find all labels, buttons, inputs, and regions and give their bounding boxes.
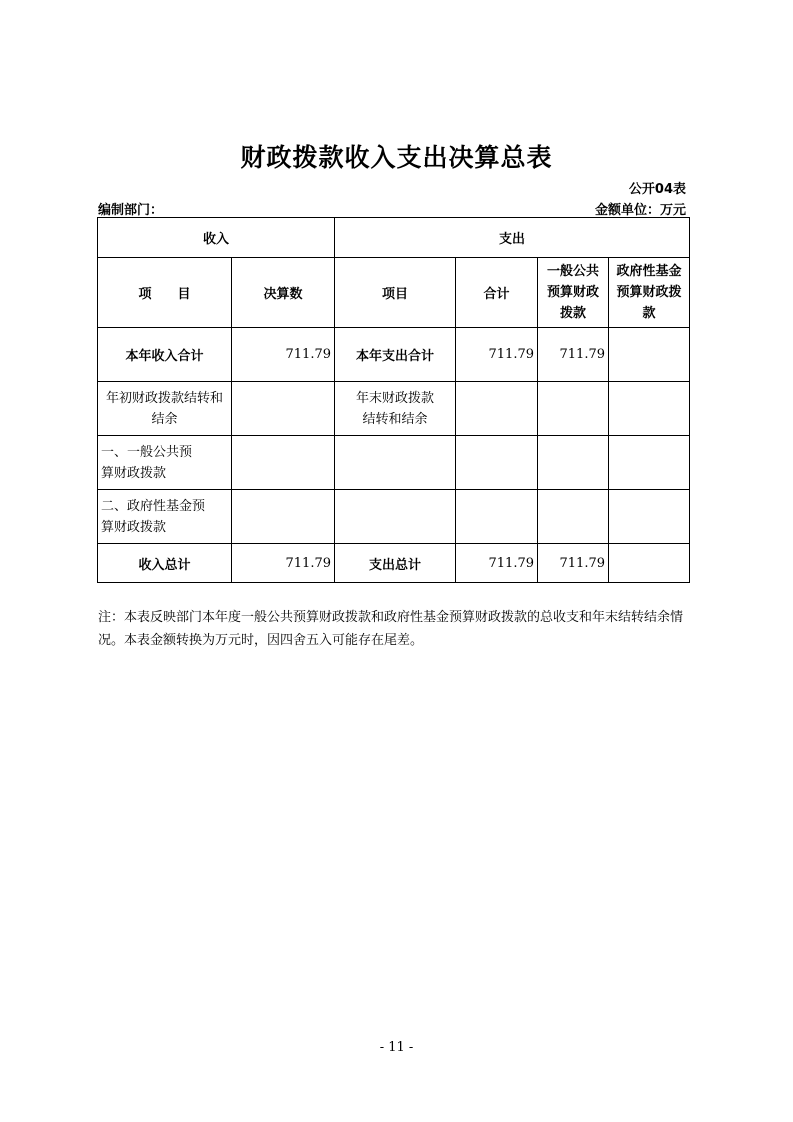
expense-item: 支出总计 [335,544,456,583]
col-general-header: 一般公共预算财政拨款 [538,258,609,328]
table-note: 注：本表反映部门本年度一般公共预算财政拨款和政府性基金预算财政拨款的总收支和年末结转结余情况。本表金额转换为万元时，因四舍五入可能存在尾差。 [98,610,684,648]
expense-general: 711.79 [538,328,609,382]
expense-fund [609,490,690,544]
expense-total [456,382,538,436]
expense-item [335,436,456,490]
table-row [98,436,690,490]
column-header-row [98,258,690,328]
table-row [98,328,690,382]
expense-fund [609,544,690,583]
expense-item: 年末财政拨款结转和结余 [335,382,456,436]
col-total-header: 合计 [456,258,538,328]
expense-general [538,490,609,544]
income-amount: 711.79 [232,544,335,583]
income-item: 二、政府性基金预算财政拨款 [98,490,232,544]
expense-total [456,436,538,490]
expense-general [538,382,609,436]
page-title: 财政拨款收入支出决算总表 [240,143,553,172]
col-item-header: 项 目 [98,258,232,328]
expense-total: 711.79 [456,328,538,382]
page-number: - 11 - [379,1040,414,1055]
group-income-header: 收入 [98,218,335,258]
table-row [98,544,690,583]
expense-fund [609,328,690,382]
expense-item [335,490,456,544]
expense-total [456,490,538,544]
expense-general: 711.79 [538,544,609,583]
expense-fund [609,436,690,490]
unit-label: 金额单位：万元 [594,203,686,218]
expense-fund [609,382,690,436]
table-row [98,382,690,436]
income-amount [232,490,335,544]
summary-table [97,217,690,583]
expense-total: 711.79 [456,544,538,583]
col-amount-header: 决算数 [232,258,335,328]
income-item: 年初财政拨款结转和结余 [98,382,232,436]
income-amount [232,382,335,436]
expense-item: 本年支出合计 [335,328,456,382]
table-row [98,490,690,544]
group-header-row [98,218,690,258]
income-item: 本年收入合计 [98,328,232,382]
expense-general [538,436,609,490]
form-number: 公开04表 [628,182,686,197]
income-item: 一、一般公共预算财政拨款 [98,436,232,490]
income-amount [232,436,335,490]
income-amount: 711.79 [232,328,335,382]
col-exp-item-header: 项目 [335,258,456,328]
department-label: 编制部门： [98,203,164,218]
income-item: 收入总计 [98,544,232,583]
group-expense-header: 支出 [335,218,690,258]
col-fund-header: 政府性基金预算财政拨款 [609,258,690,328]
